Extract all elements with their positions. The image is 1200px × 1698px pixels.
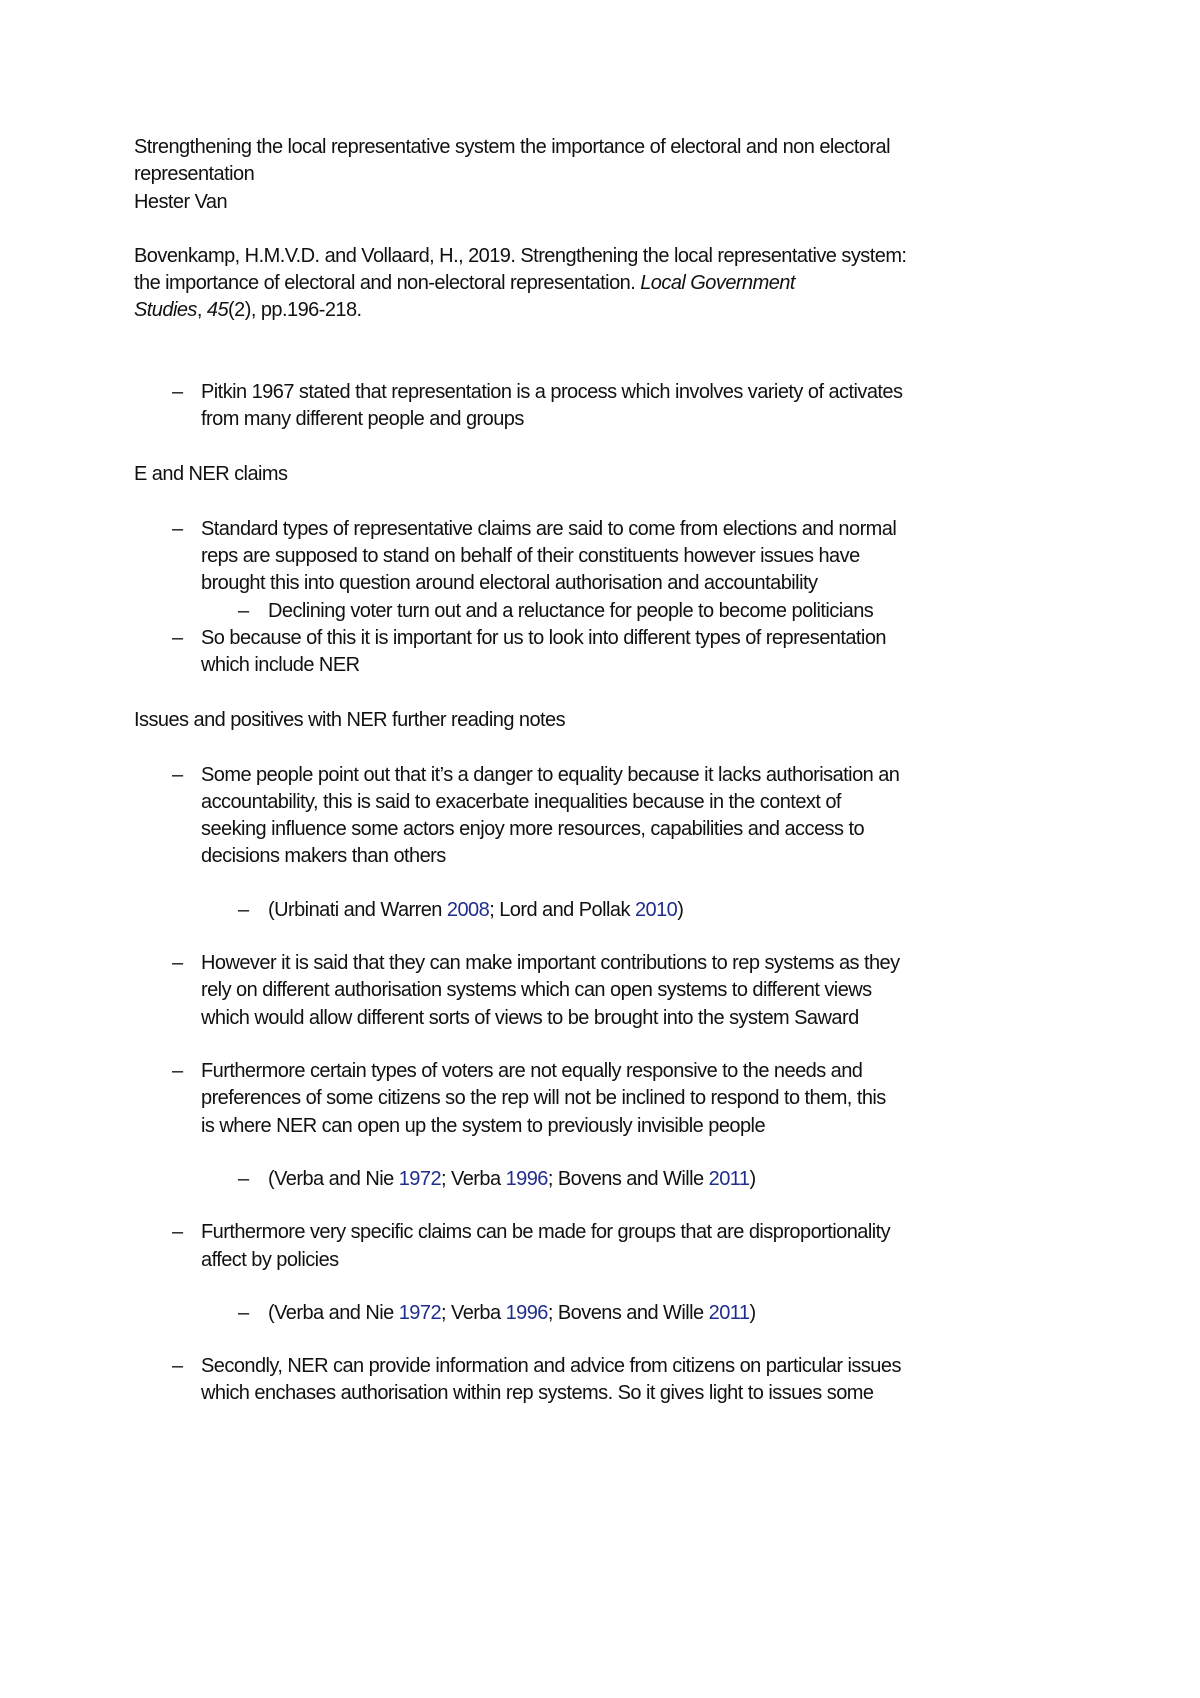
citation-line — [134, 270, 795, 297]
bullet-text: brought this into question around electoral authorisation and accountability — [201, 572, 818, 594]
citation-line — [134, 297, 362, 324]
bullet-text: reps are supposed to stand on behalf of their constituents however issues have — [201, 545, 860, 567]
bullet-text: Some people point out that it’s a danger to equality because it lacks authorisation an — [201, 764, 900, 786]
ref-text: (Verba and Nie — [268, 1168, 399, 1190]
reference-line — [268, 1166, 756, 1193]
separator: , — [196, 299, 207, 321]
citation-text: the importance of electoral and non-electoral representation. — [134, 272, 641, 294]
volume: 45 — [206, 299, 229, 321]
section-heading: E and NER claims — [134, 463, 288, 485]
section-heading: Issues and positives with NER further reading notes — [134, 709, 566, 731]
ref-text: ; Lord and Pollak — [489, 899, 635, 921]
bullet-text: decisions makers than others — [201, 845, 446, 867]
bullet-dash: – — [172, 1221, 184, 1243]
bullet-dash: – — [172, 1060, 184, 1082]
bullet-text: rely on different authorisation systems which can open systems to different views — [201, 979, 872, 1001]
pages: (2), pp.196-218. — [228, 299, 362, 321]
bullet-dash: – — [172, 381, 184, 403]
ref-text: ; Bovens and Wille — [547, 1168, 709, 1190]
reference-line — [268, 897, 683, 924]
bullet-dash: – — [172, 764, 184, 786]
bullet-text: Furthermore certain types of voters are not equally responsive to the needs and — [201, 1060, 863, 1082]
bullet-text: Secondly, NER can provide information and advice from citizens on particular issues — [201, 1355, 901, 1377]
bullet-text: from many different people and groups — [201, 408, 524, 430]
citation-line: Bovenkamp, H.M.V.D. and Vollaard, H., 2019. Strengthening the local representative system: — [134, 245, 907, 267]
doc-title-line: representation — [134, 163, 255, 185]
bullet-text: However it is said that they can make important contributions to rep systems as they — [201, 952, 900, 974]
ref-text: (Urbinati and Warren — [268, 899, 447, 921]
year-link[interactable]: 1972 — [398, 1168, 442, 1190]
bullet-text: So because of this it is important for us to look into different types of representation — [201, 627, 886, 649]
sub-bullet-text: Declining voter turn out and a reluctance for people to become politicians — [268, 600, 874, 622]
bullet-text: accountability, this is said to exacerbate inequalities because in the context of — [201, 791, 841, 813]
journal-name: Studies — [134, 299, 197, 321]
bullet-text: is where NER can open up the system to previously invisible people — [201, 1115, 766, 1137]
year-link[interactable]: 1996 — [505, 1302, 548, 1324]
year-link[interactable]: 2010 — [634, 899, 678, 921]
bullet-dash: – — [172, 627, 184, 649]
doc-title-line: Strengthening the local representative system the importance of electoral and non electoral — [134, 136, 890, 158]
sub-bullet-dash: – — [238, 899, 250, 921]
author: Hester Van — [134, 191, 228, 213]
bullet-text: seeking influence some actors enjoy more resources, capabilities and access to — [201, 818, 865, 840]
ref-text: ) — [677, 899, 684, 921]
year-link[interactable]: 2011 — [708, 1302, 750, 1324]
bullet-text: Furthermore very specific claims can be made for groups that are disproportionality — [201, 1221, 891, 1243]
year-link[interactable]: 2011 — [708, 1168, 750, 1190]
year-link[interactable]: 1972 — [398, 1302, 442, 1324]
reference-line — [268, 1300, 756, 1327]
bullet-text: Pitkin 1967 stated that representation is a process which involves variety of activates — [201, 381, 903, 403]
journal-name: Local Government — [640, 272, 795, 294]
ref-text: ; Bovens and Wille — [547, 1302, 709, 1324]
year-link[interactable]: 1996 — [505, 1168, 548, 1190]
bullet-text: affect by policies — [201, 1249, 339, 1271]
bullet-dash: – — [172, 518, 184, 540]
bullet-dash: – — [172, 952, 184, 974]
bullet-text: which include NER — [201, 654, 360, 676]
year-link[interactable]: 2008 — [446, 899, 490, 921]
sub-bullet-dash: – — [238, 600, 250, 622]
ref-text: ; Verba — [441, 1168, 506, 1190]
ref-text: (Verba and Nie — [268, 1302, 399, 1324]
bullet-text: which would allow different sorts of views to be brought into the system Saward — [201, 1007, 859, 1029]
sub-bullet-dash: – — [238, 1168, 250, 1190]
ref-text: ; Verba — [441, 1302, 506, 1324]
ref-text: ) — [749, 1302, 756, 1324]
bullet-text: preferences of some citizens so the rep will not be inclined to respond to them, this — [201, 1087, 886, 1109]
ref-text: ) — [749, 1168, 756, 1190]
bullet-text: which enchases authorisation within rep systems. So it gives light to issues some — [201, 1382, 874, 1404]
bullet-dash: – — [172, 1355, 184, 1377]
sub-bullet-dash: – — [238, 1302, 250, 1324]
bullet-text: Standard types of representative claims are said to come from elections and normal — [201, 518, 897, 540]
